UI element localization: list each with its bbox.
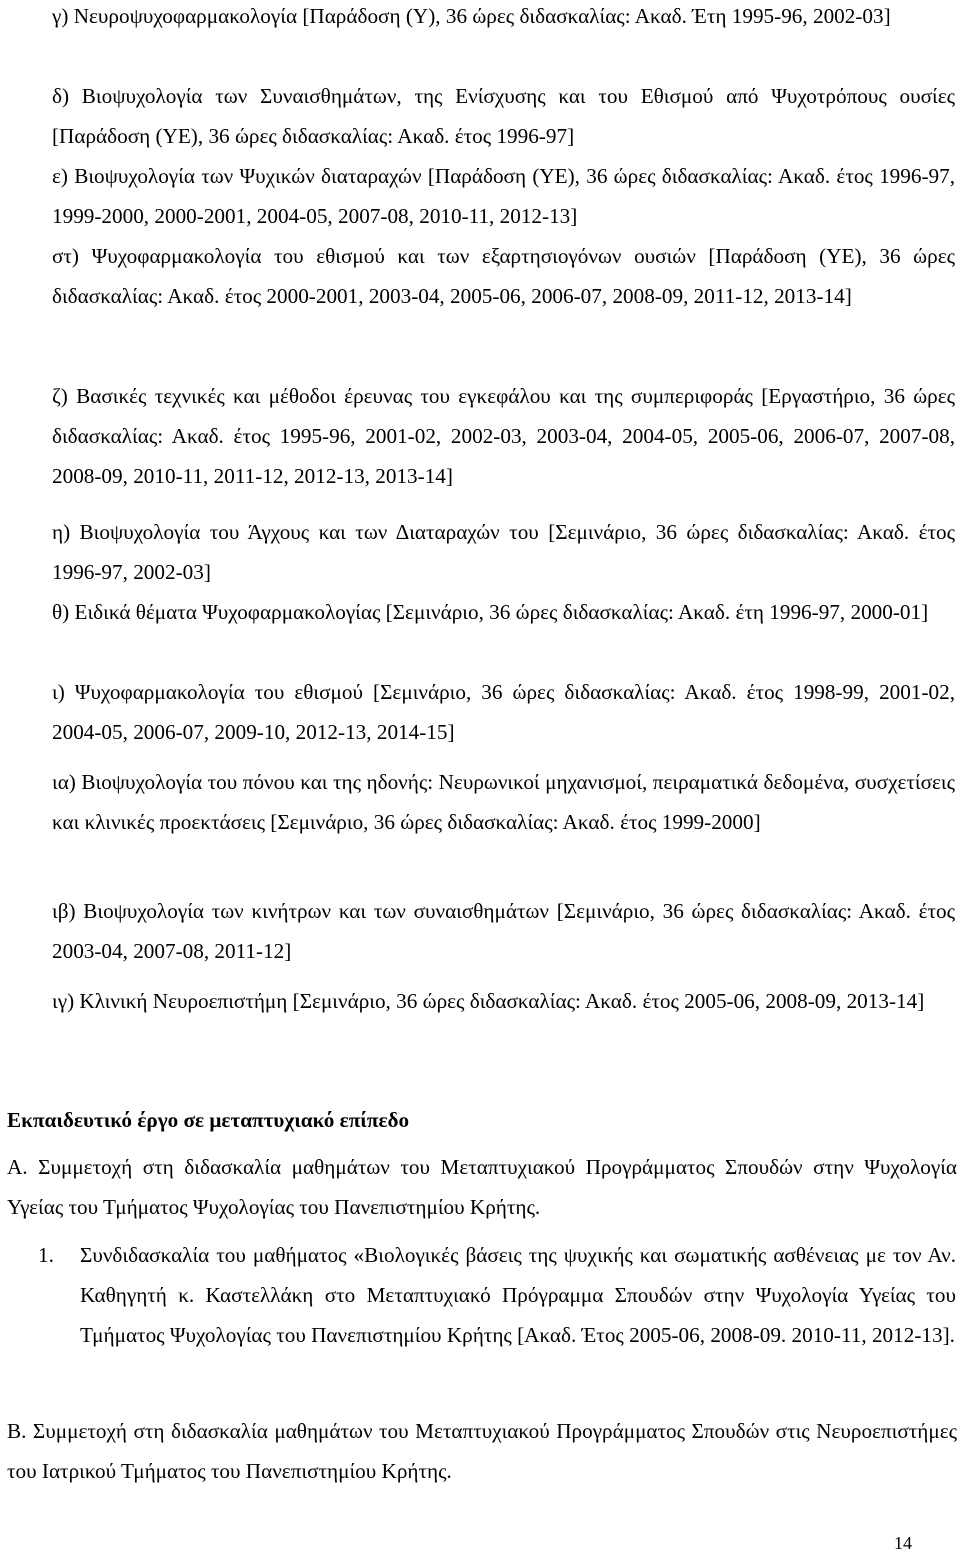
course-item-iota-gamma: ιγ) Κλινική Νευροεπιστήμη [Σεμινάριο, 36 ώρες διδασκαλίας: Ακαδ. έτος 2005-06, 2008-09, 2013-14] bbox=[52, 989, 925, 1013]
course-item-iota-alpha: ια) Βιοψυχολογία του πόνου και της ηδονής: Νευρωνικοί μηχανισμοί, πειραματικά δεδομένα, συσχετίσεις και κλινικές προεκτάσεις [Σεμινάριο, 36 ώρες διδασκαλίας: Ακαδ. έτος 1999-2000] bbox=[52, 770, 955, 834]
postgrad-paragraph-b: Β. Συμμετοχή στη διδασκαλία μαθημάτων του Μεταπτυχιακού Προγράμματος Σπουδών στις Νευροεπιστήμες του Ιατρικού Τμήματος του Πανεπιστημίου Κρήτης. bbox=[7, 1419, 957, 1483]
course-item-eta: η) Βιοψυχολογία του Άγχους και των Διαταραχών του [Σεμινάριο, 36 ώρες διδασκαλίας: Ακαδ. έτος 1996-97, 2002-03] bbox=[52, 520, 955, 584]
course-item-zeta: ζ) Βασικές τεχνικές και μέθοδοι έρευνας του εγκεφάλου και της συμπεριφοράς [Εργαστήριο, 36 ώρες διδασκαλίας: Ακαδ. έτος 1995-96, 2001-02, 2002-03, 2003-04, 2004-05, 2005-06, 2006-07, 2007-08, 2008-09, 2010-11, 2011-12, 2012-13, 2013-14] bbox=[52, 384, 955, 488]
course-item-delta: δ) Βιοψυχολογία των Συναισθημάτων, της Ενίσχυσης και του Εθισμού από Ψυχοτρόπους ουσίες [Παράδοση (ΥΕ), 36 ώρες διδασκαλίας: Ακαδ. έτος 1996-97] bbox=[52, 84, 955, 148]
list-item-number: 1. bbox=[38, 1243, 54, 1267]
course-item-iota: ι) Ψυχοφαρμακολογία του εθισμού [Σεμινάριο, 36 ώρες διδασκαλίας: Ακαδ. έτος 1998-99, 2001-02, 2004-05, 2006-07, 2009-10, 2012-13, 2014-15] bbox=[52, 680, 955, 744]
course-item-stigma: στ) Ψυχοφαρμακολογία του εθισμού και των εξαρτησιογόνων ουσιών [Παράδοση (ΥΕ), 36 ώρες διδασκαλίας: Ακαδ. έτος 2000-2001, 2003-04, 2005-06, 2006-07, 2008-09, 2011-12, 2013-14] bbox=[52, 244, 955, 308]
postgrad-paragraph-a: Α. Συμμετοχή στη διδασκαλία μαθημάτων του Μεταπτυχιακού Προγράμματος Σπουδών στην Ψυχολογία Υγείας του Τμήματος Ψυχολογίας του Πανεπιστημίου Κρήτης. bbox=[7, 1155, 957, 1219]
course-item-iota-beta: ιβ) Βιοψυχολογία των κινήτρων και των συναισθημάτων [Σεμινάριο, 36 ώρες διδασκαλίας: Ακαδ. έτος 2003-04, 2007-08, 2011-12] bbox=[52, 899, 955, 963]
list-item-text: Συνδιδασκαλία του μαθήματος «Βιολογικές βάσεις της ψυχικής και σωματικής ασθένειας με τον Αν. Καθηγητή κ. Καστελλάκη στο Μεταπτυχιακό Πρόγραμμα Σπουδών στην Ψυχολογία Υγείας του Τμήματος Ψυχολογίας του Πανεπιστημίου Κρήτης [Ακαδ. Έτος 2005-06, 2008-09. 2010-11, 2012-13]. bbox=[80, 1243, 956, 1347]
course-item-theta: θ) Ειδικά θέματα Ψυχοφαρμακολογίας [Σεμινάριο, 36 ώρες διδασκαλίας: Ακαδ. έτη 1996-97, 2000-01] bbox=[52, 600, 929, 624]
course-item-gamma: γ) Νευροψυχοφαρμακολογία [Παράδοση (Υ), 36 ώρες διδασκαλίας: Ακαδ. Έτη 1995-96, 2002-03] bbox=[52, 4, 891, 28]
course-item-epsilon: ε) Βιοψυχολογία των Ψυχικών διαταραχών [Παράδοση (ΥΕ), 36 ώρες διδασκαλίας: Ακαδ. έτος 1996-97, 1999-2000, 2000-2001, 2004-05, 2007-08, 2010-11, 2012-13] bbox=[52, 164, 955, 228]
postgrad-heading: Εκπαιδευτικό έργο σε μεταπτυχιακό επίπεδο bbox=[7, 1108, 410, 1132]
page-number: 14 bbox=[894, 1533, 912, 1553]
